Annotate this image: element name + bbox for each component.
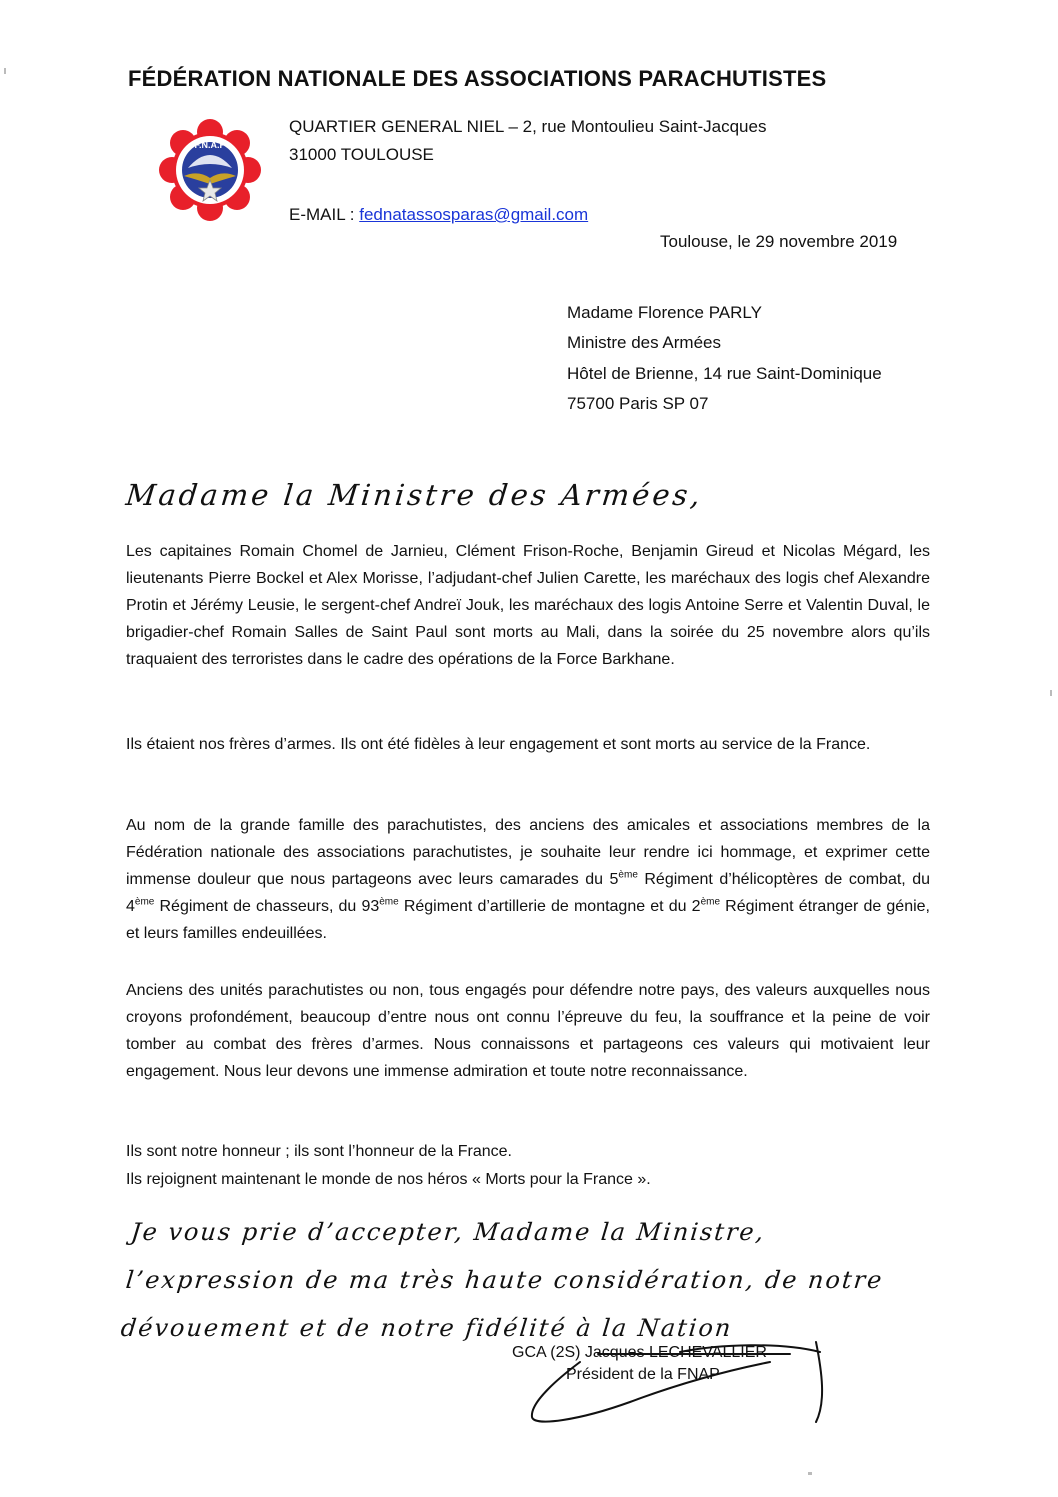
recipient-city: 75700 Paris SP 07 <box>567 394 709 413</box>
email-line <box>289 205 588 225</box>
address-line-1: QUARTIER GENERAL NIEL – 2, rue Montoulieu Saint-Jacques <box>289 117 767 136</box>
handwritten-signature <box>520 1332 840 1432</box>
email-label: E-MAIL : <box>289 205 355 224</box>
paragraph-5-line-2: Ils rejoignent maintenant le monde de nos héros « Morts pour la France ». <box>126 1171 651 1188</box>
handwritten-salutation: Madame la Ministre des Armées, <box>124 478 705 512</box>
address-line-2: 31000 TOULOUSE <box>289 145 434 164</box>
paragraph-3: Au nom de la grande famille des parachutistes, des anciens des amicales et associations membres de la Fédération nationale des associations parachutistes, je souhaite leur rendre ici hommage, et exprimer cette immense douleur que nous partageons avec leurs camarades du 5ème Régiment d’hélicoptères de combat, du 4ème Régiment de chasseurs, du 93ème Régiment d’artillerie de montagne et du 2ème Régiment étranger de génie, et leurs familles endeuillées. <box>126 817 931 942</box>
paragraph-4: Anciens des unités parachutistes ou non, tous engagés pour défendre notre pays, des valeurs auxquelles nous croyons profondément, beaucoup d’entre nous ont connu l’épreuve du feu, la souffrance et la peine de voir tomber au combat des frères d’armes. Nous connaissons et partageons ces valeurs qui motivaient leur engagement. Nous leur devons une immense admiration et toute notre reconnaissance. <box>126 982 930 1080</box>
scan-mark <box>808 1472 812 1475</box>
fnap-logo <box>158 118 262 222</box>
signer-title: Président de la FNAP <box>566 1366 720 1383</box>
paragraph-2: Ils étaient nos frères d’armes. Ils ont été fidèles à leur engagement et sont morts au service de la France. <box>126 736 871 753</box>
recipient-name: Madame Florence PARLY <box>567 303 762 322</box>
recipient-address: Hôtel de Brienne, 14 rue Saint-Dominique <box>567 364 882 383</box>
letter-date: Toulouse, le 29 novembre 2019 <box>660 232 898 251</box>
scan-mark <box>4 68 6 74</box>
paragraph-1: Les capitaines Romain Chomel de Jarnieu, Clément Frison-Roche, Benjamin Gireud et Nicolas Mégard, les lieutenants Pierre Bockel et Alex Morisse, l’adjudant-chef Julien Carette, les maréchaux des logis chef Alexandre Protin et Jérémy Leusie, le sergent-chef Andreï Jouk, les maréchaux des logis Antoine Serre et Valentin Duval, le brigadier-chef Romain Salles de Saint Paul sont morts au Mali, dans la soirée du 25 novembre alors qu’ils traquaient des terroristes dans le cadre des opérations de la Force Barkhane. <box>126 543 930 668</box>
paragraph-5-line-1: Ils sont notre honneur ; ils sont l’honneur de la France. <box>126 1143 512 1160</box>
handwritten-closing: Je vous prie d’accepter, Madame la Ministre, l’expression de ma très haute considération, de notre dévouement et de notre fidélité à la Nation <box>119 1218 885 1342</box>
recipient-title: Ministre des Armées <box>567 333 721 352</box>
email-link[interactable]: fednatassosparas@gmail.com <box>359 205 589 224</box>
logo-text: F.N.A.P <box>194 140 226 150</box>
scan-mark <box>1050 690 1052 696</box>
signer-name: GCA (2S) Jacques LECHEVALLIER <box>512 1344 767 1361</box>
organization-title: FÉDÉRATION NATIONALE DES ASSOCIATIONS PARACHUTISTES <box>128 66 827 91</box>
